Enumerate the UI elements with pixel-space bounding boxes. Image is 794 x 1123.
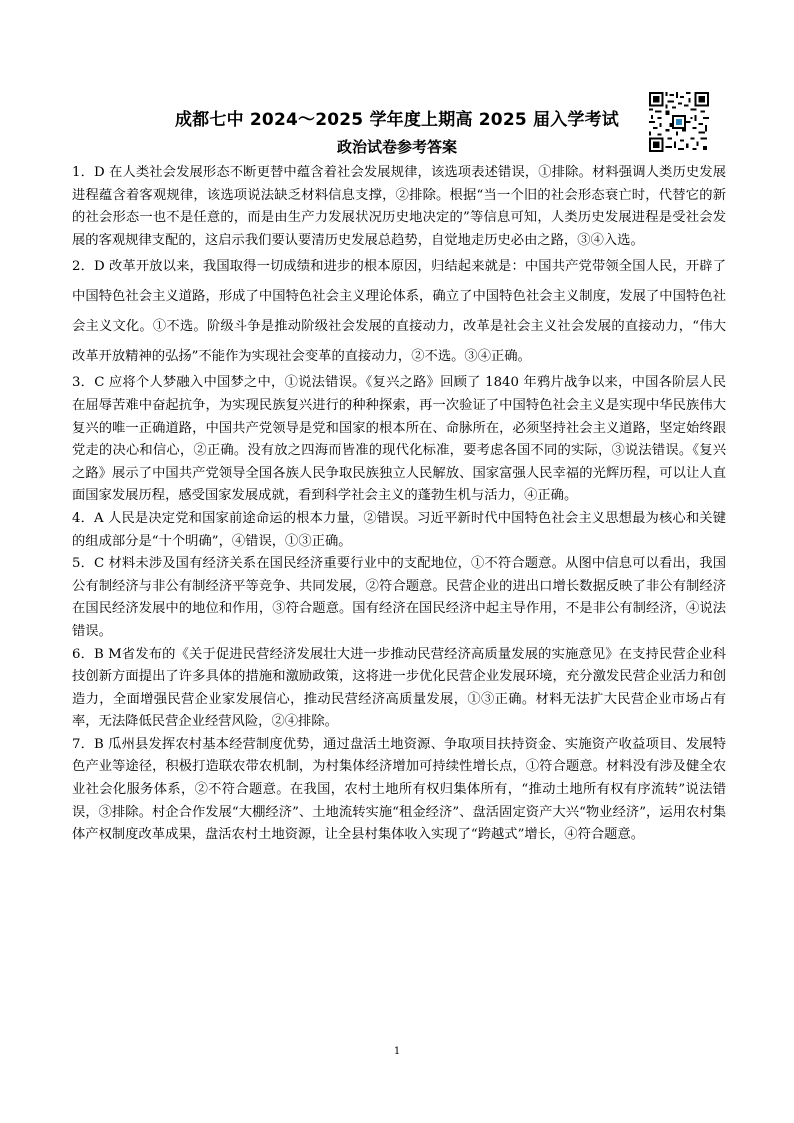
answer-item: 5．C 材料未涉及国有经济关系在国民经济重要行业中的支配地位，①不符合题意。从图中信息可以看出，我国公有制经济与非公有制经济平等竞争、共同发展，②符合题意。民营企业的进出口增长数据反映了非公有制经济在国民经济发展中的地位和作用，③符合题意。国有经济在国民经济中起主导作用，不是非公有制经济，④说法错误。 (72, 556, 726, 639)
answer-item: 3．C 应将个人梦融入中国梦之中，①说法错误。《复兴之路》回顾了 1840 年鸦片战争以来，中国各阶层人民在屈辱苦难中奋起抗争，为实现民族复兴进行的种种探索，再一次验证了中国特色社会主义是实现中华民族伟大复兴的唯一正确道路，中国共产党领导是党和国家的根本所在、命脉所在，必须坚持社会主义道路，坚定始终跟党走的决心和信心，②正确。没有放之四海而皆准的现代化标准，要考虑各国不同的实际，③说法错误。《复兴之路》展示了中国共产党领导全国各族人民争取民族独立人民解放、国家富强人民幸福的光辉历程，可以让人直面国家发展历程，感受国家发展成就，看到科学社会主义的蓬勃生机与活力，④正确。 (72, 375, 726, 504)
page-title: 成都七中 2024～2025 学年度上期高 2025 届入学考试 (174, 110, 620, 130)
page-number: 1 (393, 1046, 401, 1057)
answer-item: 6．B M省发布的《关于促进民营经济发展壮大进一步推动民营经济高质量发展的实施意见》在支持民营企业科技创新方面提出了许多具体的措施和激励政策，这将进一步优化民营企业发展环境，充分激发民营企业活力和创造力，全面增强民营企业家发展信心，推动民营经济高质量发展，①③正确。材料无法扩大民营企业市场占有率，无法降低民营企业经营风险，②④排除。 (72, 646, 726, 730)
answer-item: 2．D 改革开放以来，我国取得一切成绩和进步的根本原因，归结起来就是：中国共产党带领全国人民，开辟了中国特色社会主义道路，形成了中国特色社会主义理论体系，确立了中国特色社会主义制度，发展了中国特色社会主义文化。①不选。阶级斗争是推动阶级社会发展的直接动力，改革是社会主义社会发展的直接动力，“伟大改革开放精神的弘扬”不能作为实现社会变革的直接动力，②不选。③④正确。 (72, 259, 726, 365)
answer-item: 4．A 人民是决定党和国家前途命运的根本力量，②错误。习近平新时代中国特色社会主义思想最为核心和关键的组成部分是“十个明确”，④错误，①③正确。 (72, 510, 726, 549)
answer-item: 7．B 瓜州县发挥农村基本经营制度优势，通过盘活土地资源、争取项目扶持资金、实施资产收益项目、发展特色产业等途径，积极打造联农带农机制，为村集体经济增加可持续性增长点，①符合题意。材料没有涉及健全农业社会化服务体系，②不符合题意。在我国，农村土地所有权归集体所有，“推动土地所有权有序流转”说法错误，③排除。村企合作发展“大棚经济”、土地流转实施“租金经济”、盘活固定资产大兴“物业经济”，运用农村集体产权制度改革成果，盘活农村土地资源，让全县村集体收入实现了“跨越式”增长，④符合题意。 (72, 736, 726, 843)
answer-item: 1．D 在人类社会发展形态不断更替中蕴含着社会发展规律，该选项表述错误，①排除。材料强调人类历史发展进程蕴含着客观规律，该选项说法缺乏材料信息支撑，②排除。根据“当一个旧的社会形态衰亡时，代替它的新的社会形态一也不是任意的，而是由生产力发展状况历史地决定的”等信息可知，人类历史发展进程是受社会发展的客观规律支配的，这启示我们要认要清历史发展总趋势，自觉地走历史必由之路，③④入选。 (72, 165, 726, 248)
page-subtitle: 政治试卷参考答案 (336, 138, 457, 156)
answer-list (72, 162, 726, 847)
